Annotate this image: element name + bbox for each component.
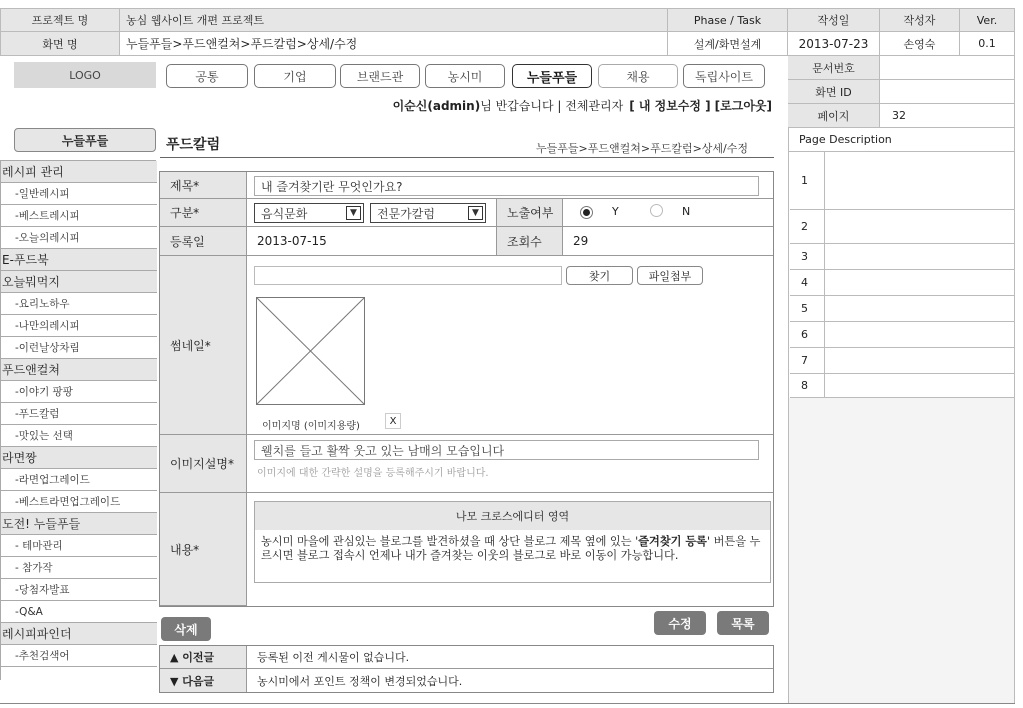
sidebar-category[interactable]: 오늘뭐먹지 [1,271,157,293]
sidebar-item[interactable]: -요리노하우 [1,293,157,315]
logout-link[interactable]: [로그아웃] [714,98,772,113]
sidebar-category[interactable]: E-푸드북 [1,249,157,271]
page-description-text [825,348,1014,373]
find-button[interactable]: 찾기 [566,266,633,285]
sidebar-item[interactable]: -나만의레시피 [1,315,157,337]
sidebar-item[interactable]: -이런날상차림 [1,337,157,359]
page-description-text [825,210,1014,243]
editor-bold-text: 즐겨찾기 등록 [638,535,707,548]
created-value: 2013-07-23 [788,32,880,56]
image-placeholder [256,297,365,405]
nav-company[interactable]: 기업 [254,64,336,88]
created-label: 작성일 [788,8,880,32]
exposure-label: 노출여부 [497,199,563,227]
category-select-1[interactable] [254,203,364,223]
sidebar-menu [0,160,156,680]
user-bar [380,96,772,114]
page-description-number: 3 [790,244,825,269]
page-description-text [825,322,1014,347]
views-value: 29 [563,227,773,256]
page-description-text [825,296,1014,321]
phase-label: Phase / Task [668,8,788,32]
edit-button[interactable]: 수정 [654,611,706,635]
delete-button[interactable]: 삭제 [161,617,211,641]
subject-label: 제목* [160,172,247,199]
ver-value: 0.1 [960,32,1015,56]
phase-value: 설계/화면설계 [668,32,788,56]
content-label: 내용* [160,493,247,606]
prev-post-link[interactable]: 등록된 이전 게시물이 없습니다. [247,646,773,669]
title-divider [160,157,774,158]
exposure-cell [563,199,773,227]
sidebar-item[interactable]: -오늘의레시피 [1,227,157,249]
sidebar-category[interactable]: 푸드앤컬쳐 [1,359,157,381]
ver-label: Ver. [960,8,1015,32]
img-desc-input[interactable]: 웰치를 들고 활짝 웃고 있는 남매의 모습입니다 [254,440,759,460]
page-description-number: 1 [790,152,825,209]
editor-content [255,530,770,568]
page-description-row [790,296,1014,322]
page-title: 푸드칼럼 [166,137,221,153]
img-desc-hint: 이미지에 대한 간략한 설명을 등록해주시기 바랍니다. [257,468,489,479]
page-description-number: 7 [790,348,825,373]
breadcrumb: 누들푸들>푸드앤컬쳐>푸드칼럼>상세/수정 [536,142,748,155]
sidebar-item[interactable]: -푸드칼럼 [1,403,157,425]
docno-label: 문서번호 [788,56,880,80]
screenid-label: 화면 ID [788,80,880,104]
nav-brand[interactable]: 브랜드관 [340,64,420,88]
editor-text: ' 버튼을 누르시면 블로그 접속시 언제나 내가 즐겨찾는 이웃의 블로그로 바로 이동이 가능합니다. [261,535,761,562]
page-description-number: 5 [790,296,825,321]
page-description-number: 6 [790,322,825,347]
sidebar-title: 누들푸들 [14,128,156,152]
nav-common[interactable]: 공통 [166,64,248,88]
screen-name-label: 화면 명 [0,32,120,56]
docno-value [880,56,1015,80]
page-label: 페이지 [788,104,880,128]
edit-info-link[interactable]: [ 내 정보수정 ] [629,98,711,113]
screenid-value [880,80,1015,104]
page-description-text [825,244,1014,269]
author-label: 작성자 [880,8,960,32]
radio-dot [583,209,590,216]
next-post-link[interactable]: 농시미에서 포인트 정책이 변경되었습니다. [257,674,463,688]
page-description-text [825,374,1014,397]
nav-recruit[interactable]: 채용 [598,64,678,88]
next-label: ▼ 다음글 [160,669,247,692]
sidebar-category[interactable]: 도전! 누들푸들 [1,513,157,535]
sidebar-item[interactable]: -라면업그레이드 [1,469,157,491]
page-description-blank [789,398,1014,703]
sidebar-item[interactable]: - 참가작 [1,557,157,579]
bottom-border [0,703,1015,704]
sidebar-item[interactable]: -맛있는 선택 [1,425,157,447]
chevron-down-icon[interactable]: ▼ [346,206,361,220]
regdate-value: 2013-07-15 [247,227,497,256]
sidebar-item[interactable]: -베스트레시피 [1,205,157,227]
chevron-down-icon[interactable]: ▼ [468,206,483,220]
page-description-number: 4 [790,270,825,295]
sidebar-item[interactable]: -추천검색어 [1,645,157,667]
sidebar-item[interactable]: -일반레시피 [1,183,157,205]
category-select-1-value: 음식문화 [261,206,308,221]
category-select-2-value: 전문가칼럼 [377,206,435,221]
nav-nongsimi[interactable]: 농시미 [425,64,505,88]
user-name: 이순신(admin) [392,98,481,113]
sidebar-item[interactable]: -이야기 팡팡 [1,381,157,403]
page-description-row [790,270,1014,296]
screen-name-value: 누들푸들>푸드앤컬쳐>푸드칼럼>상세/수정 [120,32,668,56]
image-name-text: 이미지명 (이미지용량) [262,421,360,432]
radio-y-label: Y [612,205,619,218]
page-description-row [790,210,1014,244]
page-description-text [825,152,1014,209]
page-description-row [790,152,1014,210]
nav-noodlefoodle[interactable]: 누들푸들 [512,64,592,88]
page-description-text [825,270,1014,295]
page-value: 32 [880,104,1015,128]
page-description-row [790,244,1014,270]
sidebar-item[interactable]: -당첨자발표 [1,579,157,601]
user-greeting: 님 반갑습니다 | 전체관리자 [480,98,624,113]
sidebar-category[interactable]: 레시피파인더 [1,623,157,645]
author-value: 손영숙 [880,32,960,56]
editor-area[interactable] [254,501,771,583]
page-description-row [790,348,1014,374]
sidebar-item[interactable]: - 테마관리 [1,535,157,557]
list-button[interactable]: 목록 [717,611,769,635]
page-description-row [790,322,1014,348]
sidebar-category[interactable]: 라면짱 [1,447,157,469]
logo[interactable]: LOGO [14,62,156,88]
prev-label: ▲ 이전글 [160,646,247,669]
page-description-title: Page Description [789,128,1014,152]
sidebar-item[interactable]: -베스트라면업그레이드 [1,491,157,513]
editor-title: 나모 크로스에디터 영역 [255,502,770,530]
radio-y[interactable] [580,206,593,219]
views-label: 조회수 [497,227,563,256]
nav-independent[interactable]: 독립사이트 [683,64,765,88]
attach-file-button[interactable]: 파일첨부 [637,266,703,285]
remove-image-button[interactable]: X [385,413,401,429]
img-desc-label: 이미지설명* [160,435,247,493]
sidebar-category[interactable]: 레시피 관리 [1,161,157,183]
sidebar-item[interactable]: -Q&A [1,601,157,623]
page-description-row [790,374,1014,398]
radio-n-label: N [682,205,691,218]
editor-text: 농시미 마을에 관심있는 블로그를 발견하셨을 때 상단 블로그 제목 옆에 있는 ' [261,535,639,548]
subject-input[interactable]: 내 즐겨찾기란 무엇인가요? [254,176,759,196]
project-name-value: 농심 웹사이트 개편 프로젝트 [120,8,668,32]
project-name-label: 프로젝트 명 [0,8,120,32]
page-description-number: 8 [790,374,825,397]
file-input[interactable] [254,266,562,285]
category-select-2[interactable] [370,203,486,223]
thumbnail-label: 썸네일* [160,256,247,435]
regdate-label: 등록일 [160,227,247,256]
page-description-number: 2 [790,210,825,243]
category-label: 구분* [160,199,247,227]
radio-n[interactable] [650,204,663,217]
